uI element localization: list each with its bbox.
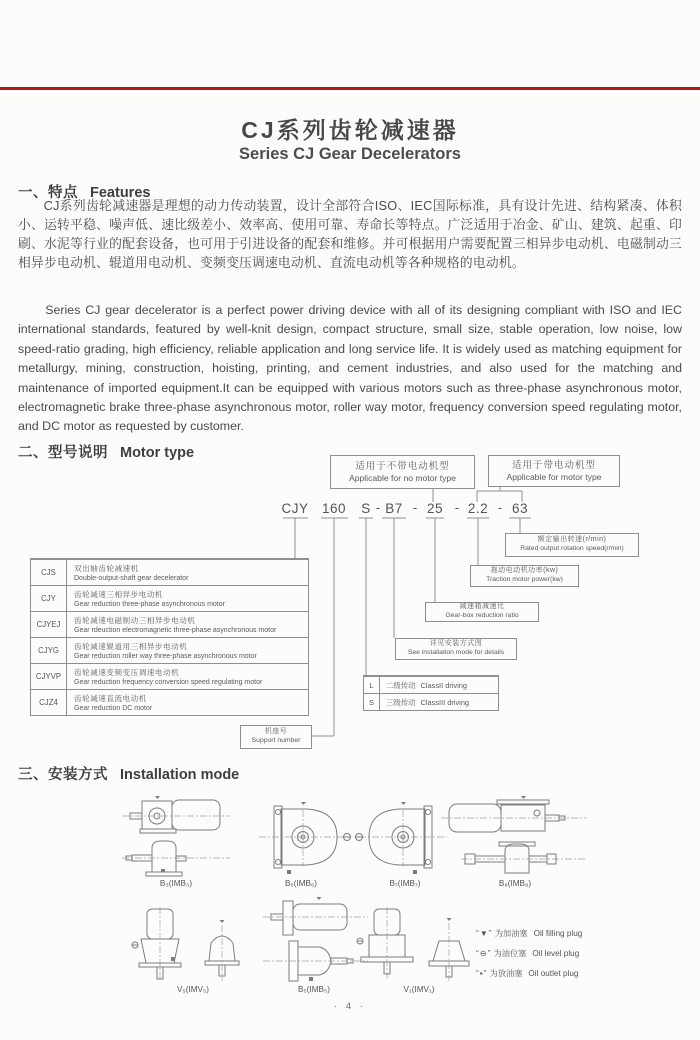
decelerator-type-desc bbox=[67, 612, 308, 637]
gearmotor-v1-drawing bbox=[353, 905, 488, 983]
features-paragraph-en: Series CJ gear decelerator is a perfect power driving device with all of its designing compliant with ISO and IEC international standards, featured by well-knit design, compact structure, small size, stable operation, low noise, low speed-ratio grading, high efficiency, reliable application and long service life. It is widely used as matching equipment for metallurgy, mining, construction, hoisting, printing, and cement industries, and also used for the matching and maintenance of imported equipment.It can be equipped with various motors such as three-phase asynchronous motor, electromagnetic brake three-phase asynchronous motor, roller way motor, frequency conversion speed regulating motor, and DC motor as requested by customer. bbox=[18, 303, 682, 434]
page-number: · 4 · bbox=[334, 1001, 366, 1012]
decelerator-type-code: CJYVP bbox=[31, 664, 67, 689]
oil-filling-plug-icon: “▼” bbox=[476, 929, 493, 938]
callout-with-motor bbox=[488, 455, 620, 487]
callout-motor-power bbox=[470, 565, 579, 587]
features-heading-zh: 一、特点 bbox=[18, 185, 78, 201]
decelerator-type-row bbox=[31, 559, 308, 585]
model-part-frame: 160 bbox=[321, 501, 347, 516]
decelerator-type-zh: 齿轮减速辊道用三相异步电动机 bbox=[74, 641, 188, 651]
driving-class-zh: 二级传动 bbox=[386, 680, 416, 690]
decelerator-type-zh: 齿轮减速电磁制动三相异步电动机 bbox=[74, 615, 196, 625]
callout-reduction-ratio-zh: 减速箱减速比 bbox=[459, 603, 505, 611]
installation-heading bbox=[18, 763, 239, 784]
callout-motor-power-zh: 拖动电动机功率(kw) bbox=[490, 567, 559, 575]
decelerator-type-code: CJS bbox=[31, 560, 67, 585]
legend-en: Oil level plug bbox=[532, 949, 580, 958]
decelerator-type-code: CJYEJ bbox=[31, 612, 67, 637]
installation-mode-v5 bbox=[126, 900, 260, 994]
gearmotor-v5-drawing bbox=[127, 905, 259, 983]
decelerator-type-zh: 齿轮减速直流电动机 bbox=[74, 693, 147, 703]
decelerator-type-zh: 齿轮减速变频变压调速电动机 bbox=[74, 667, 180, 677]
installation-mode-label: B₈(IMB₈) bbox=[498, 879, 532, 888]
callout-rated-speed bbox=[505, 533, 639, 557]
model-part-series: CJY bbox=[281, 501, 309, 516]
driving-class-zh: 三级传动 bbox=[386, 697, 416, 707]
driving-class-code: L bbox=[364, 677, 380, 693]
motor-type-heading-en: Motor type bbox=[120, 445, 195, 461]
decelerator-type-row bbox=[31, 663, 308, 689]
installation-mode-label: V₅(IMV₅) bbox=[176, 985, 210, 994]
decelerator-type-en: Gear rdeuction electromagnetic three-phase asynchronous motor bbox=[74, 626, 277, 634]
installation-heading-en: Installation mode bbox=[120, 767, 240, 783]
motor-type-heading-zh: 二、型号说明 bbox=[18, 445, 108, 461]
decelerator-type-en: Gear reduction DC motor bbox=[74, 704, 153, 712]
legend-en: Oil outlet plug bbox=[528, 969, 579, 978]
model-dash: - bbox=[497, 500, 503, 515]
decelerator-type-zh: 双出轴齿轮减速机 bbox=[74, 563, 139, 573]
decelerator-type-en: Gear reduction roller way three-phase asynchronous motor bbox=[74, 652, 257, 660]
installation-mode-b8 bbox=[438, 790, 592, 888]
oil-outlet-plug-icon: “▪” bbox=[476, 969, 488, 978]
decelerator-type-code: CJZ4 bbox=[31, 690, 67, 715]
legend-zh: 为放油塞 bbox=[489, 969, 523, 978]
decelerator-type-row bbox=[31, 611, 308, 637]
callout-installation bbox=[395, 638, 517, 660]
plug-legend bbox=[476, 924, 582, 984]
callout-installation-zh: 详见安装方式图 bbox=[429, 640, 483, 648]
decelerator-type-desc bbox=[67, 664, 308, 689]
model-dash: - bbox=[454, 500, 460, 515]
decelerator-type-zh: 齿轮减速三相异步电动机 bbox=[74, 589, 164, 599]
callout-no-motor-en: Applicable for no motor type bbox=[348, 472, 456, 483]
legend-en: Oil filling plug bbox=[533, 929, 583, 938]
installation-mode-b6 bbox=[246, 796, 356, 888]
model-part-ratio: 25 bbox=[426, 501, 444, 516]
callout-no-motor-zh: 适用于不带电动机型 bbox=[355, 460, 450, 472]
model-part-speed: 63 bbox=[511, 501, 529, 516]
installation-mode-b3 bbox=[118, 790, 234, 888]
model-dash: - bbox=[375, 500, 381, 515]
decelerator-type-desc bbox=[67, 560, 308, 585]
decelerator-type-en: Gear reduction three-phase asynchronous motor bbox=[74, 600, 225, 608]
gearmotor-b6-drawing bbox=[247, 801, 355, 877]
driving-class-en: ClassIII driving bbox=[420, 697, 470, 707]
page-title: CJ系列齿轮减速器 bbox=[241, 117, 459, 143]
callout-support-number bbox=[240, 725, 312, 749]
driving-class-desc bbox=[380, 677, 498, 693]
driving-class-row bbox=[364, 676, 498, 693]
page-subtitle: Series CJ Gear Decelerators bbox=[239, 145, 461, 163]
callout-with-motor-zh: 适用于带电动机型 bbox=[511, 459, 596, 471]
decelerator-type-row bbox=[31, 585, 308, 611]
decelerator-type-row bbox=[31, 637, 308, 663]
decelerator-type-desc bbox=[67, 690, 308, 715]
driving-class-code: S bbox=[364, 694, 380, 710]
installation-mode-label: B₇(IMB₇) bbox=[389, 879, 421, 888]
legend-zh: 为加油塞 bbox=[494, 929, 528, 938]
top-rule bbox=[0, 87, 700, 90]
callout-installation-en: See installation mode for details bbox=[407, 649, 505, 657]
callout-with-motor-en: Applicable for motor type bbox=[506, 471, 602, 482]
gearmotor-b3-drawing bbox=[120, 795, 232, 877]
decelerator-type-code: CJYG bbox=[31, 638, 67, 663]
legend-oil-filling bbox=[476, 924, 582, 944]
gearmotor-b8-drawing bbox=[439, 795, 591, 877]
model-part-driving: S bbox=[361, 501, 371, 516]
decelerator-type-row bbox=[31, 689, 308, 715]
installation-mode-label: B₅(IMB₅) bbox=[297, 985, 331, 994]
installation-mode-label: B₃(IMB₃) bbox=[159, 879, 193, 888]
oil-level-plug-icon: “⊖” bbox=[476, 949, 492, 958]
motor-type-heading bbox=[18, 441, 194, 462]
legend-oil-level bbox=[476, 944, 582, 964]
driving-class-row bbox=[364, 693, 498, 710]
legend-zh: 为油位塞 bbox=[493, 949, 527, 958]
decelerator-type-desc bbox=[67, 586, 308, 611]
decelerator-type-desc bbox=[67, 638, 308, 663]
callout-rated-speed-zh: 额定输出转速(r/min) bbox=[537, 536, 607, 544]
decelerator-type-en: Gear reduction frequency conversion speed regulating motor bbox=[74, 678, 263, 686]
callout-reduction-ratio-en: Gear-box reduction ratio bbox=[445, 612, 519, 620]
model-part-mounting: B7 bbox=[385, 501, 403, 516]
installation-mode-label: B₆(IMB₆) bbox=[284, 879, 318, 888]
installation-mode-v1 bbox=[352, 900, 486, 994]
installation-mode-label: V₁(IMV₁) bbox=[403, 985, 435, 994]
callout-support-number-en: Support number bbox=[251, 737, 301, 745]
driving-class-table bbox=[363, 675, 499, 711]
model-dash: - bbox=[412, 500, 418, 515]
callout-reduction-ratio bbox=[425, 602, 539, 622]
callout-rated-speed-en: Rated output rotation speed(r/min) bbox=[520, 545, 624, 553]
installation-heading-zh: 三、安装方式 bbox=[18, 767, 108, 783]
driving-class-en: ClassII driving bbox=[420, 680, 467, 690]
legend-oil-outlet bbox=[476, 964, 582, 984]
decelerator-type-en: Double-output-shaft gear decelerator bbox=[74, 574, 189, 582]
features-heading-en: Features bbox=[90, 185, 151, 201]
decelerator-type-code: CJY bbox=[31, 586, 67, 611]
callout-motor-power-en: Traction motor power(kw) bbox=[486, 576, 563, 584]
features-paragraph-zh: CJ系列齿轮减速器是理想的动力传动装置，设计全部符合ISO、IEC国际标准，具有设计先进、结构紧凑、体积小、运转平稳、噪声低、速比级差小、效率高、使用可靠、寿命长等特点。广泛适用于冶金、矿山、建筑、起重、印刷、水泥等行业的配套设备，也可用于引进设备的配套和维修。并可根据用户需要配置三相异步电动机、电磁制动三相异步电动机、辊道用电动机、变频变压调速电动机、直流电动机等各种规格的电动机。 bbox=[18, 198, 682, 270]
model-part-power: 2.2 bbox=[467, 501, 489, 516]
decelerator-type-table bbox=[30, 558, 309, 716]
driving-class-desc bbox=[380, 694, 498, 710]
callout-support-number-zh: 机座号 bbox=[264, 728, 288, 736]
callout-no-motor bbox=[330, 455, 475, 489]
